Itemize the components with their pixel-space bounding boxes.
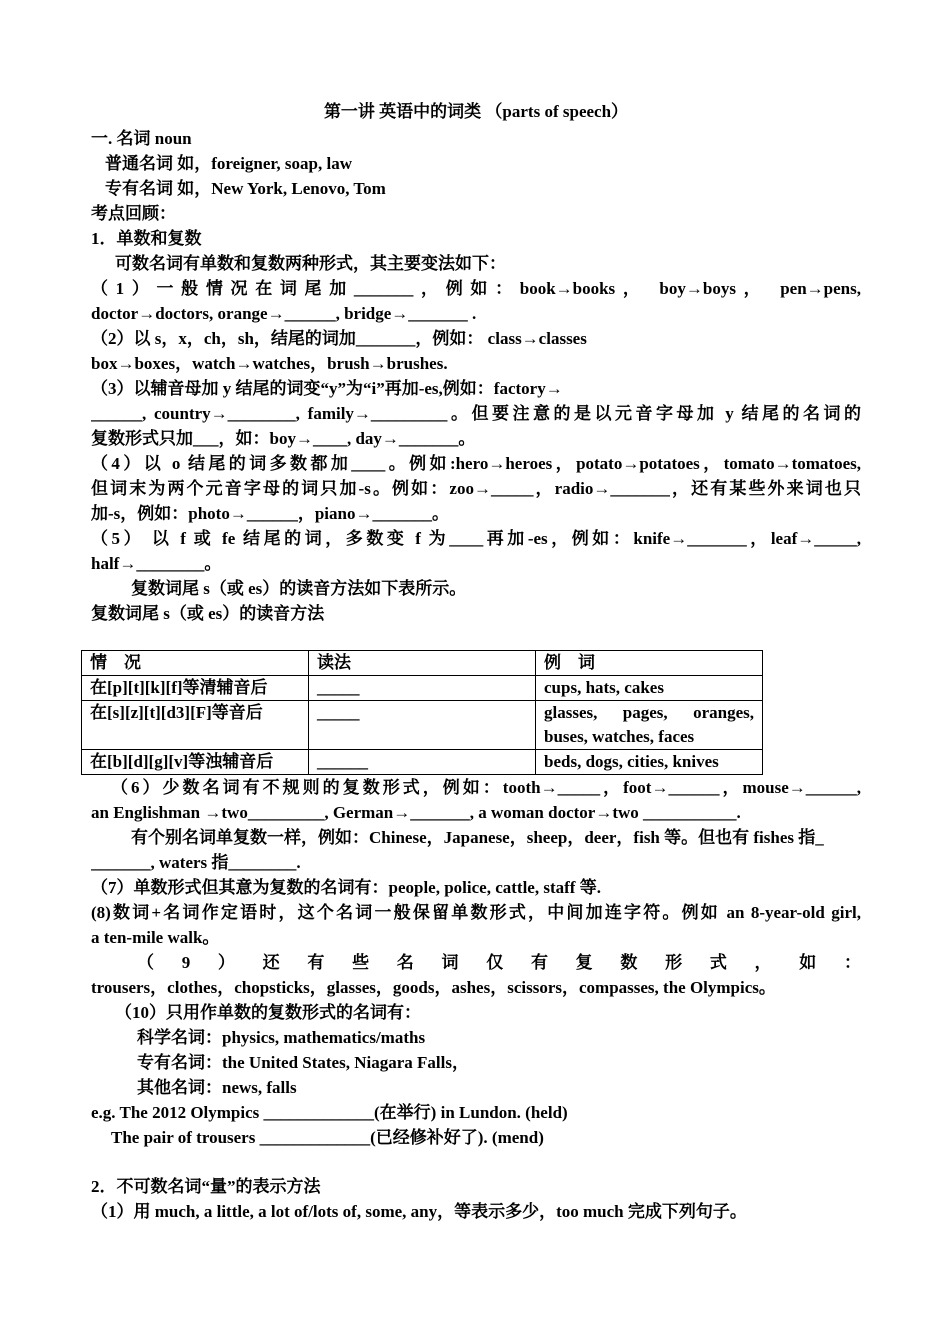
rule-7-line: （7）单数形式但其意为复数的名词有：people, police, cattle, staff 等. [91,878,601,897]
table-row [82,750,763,775]
rule-4-line-3: 加-s，例如：photo→______，piano→_______。 [91,504,449,523]
pronunciation-intro: 复数词尾 s（或 es）的读音方法如下表所示。 [131,579,467,598]
rule-1-line-2: doctor→doctors, orange→______, bridge→_______ . [91,304,477,323]
proper-noun-line: 专有名词 如，New York, Lenovo, Tom [105,179,386,198]
rule-9-line-1: （9）还有些名词仅有复数形式，如： [137,953,861,972]
rule-1-line-1: （1）一般情况在词尾加_______，例如：book→books， boy→boys， pen→pens, [91,279,861,298]
rule-4-line-1: （4）以 o 结尾的词多数都加____。例如:hero→heroes，potato→potatoes，tomato→tomatoes, [91,454,861,473]
document-page [91,98,861,1224]
rule-3-line-2: ______, country→________, family→_________。但要注意的是以元音字母加 y 结尾的名词的 [91,404,861,423]
rule-5-line-2: half→________。 [91,554,222,573]
table-cell-case: 在[s][z][t][d3][F]等音后 [82,701,309,750]
spacer [91,626,861,650]
rule-8-line-2: a ten-mile walk。 [91,928,220,947]
rule-6-line-1: （6）少数名词有不规则的复数形式，例如：tooth→_____，foot→______，mouse→______, [111,778,861,797]
rule-9-line-2: trousers，clothes，chopsticks，glasses，goods，ashes，scissors，compasses, the Olympics。 [91,978,776,997]
table-cell-examples: cups, hats, cakes [536,676,763,701]
rule-3-line-1: （3）以辅音母加 y 结尾的词变“y”为“i”再加-es,例如：factory→ [91,379,563,398]
table-cell-case: 在[p][t][k][f]等清辅音后 [82,676,309,701]
subheading-uncountable: 2．不可数名词“量”的表示方法 [91,1177,321,1196]
table-header-cell: 例 词 [536,651,763,676]
rule-10-line: （10）只用作单数的复数形式的名词有： [115,1003,421,1022]
rule-4-line-2: 但词末为两个元音字母的词只加-s。例如：zoo→_____，radio→_______，还有某些外来词也只 [91,479,861,498]
rule-2-line-1: （2）以 s，x，ch，sh，结尾的词加_______，例如： class→classes [91,329,587,348]
subheading-singular-plural: 1．单数和复数 [91,229,202,248]
table-cell-case: 在[b][d][g][v]等浊辅音后 [82,750,309,775]
table-header-cell: 读法 [309,651,536,676]
science-nouns-line: 科学名词：physics, mathematics/maths [137,1028,426,1047]
rule-8-line-1: (8)数词+名词作定语时，这个名词一般保留单数形式，中间加连字符。例如 an 8-year-old girl, [91,903,861,922]
other-nouns-line: 其他名词：news, falls [137,1078,297,1097]
example-line-1: e.g. The 2012 Olympics _____________(在举行) in Lundon. (held) [91,1103,568,1122]
rule-3-line-3: 复数形式只加___，如：boy→____, day→_______。 [91,429,476,448]
rule-6-line-3: 有个别名词单复数一样，例如：Chinese，Japanese，sheep，deer，fish 等。但也有 fishes 指_ [131,828,824,847]
table-cell-reading: ______ [309,750,536,775]
table-row [82,676,763,701]
page-title: 第一讲 英语中的词类 （parts of speech） [323,102,629,121]
table-cell-reading: _____ [309,676,536,701]
paragraph-intro: 可数名词有单数和复数两种形式，其主要变法如下： [115,254,506,273]
table-header-cell: 情 况 [82,651,309,676]
pronunciation-table [81,650,763,775]
rule-2-line-2: box→boxes，watch→watches，brush→brushes. [91,354,448,373]
proper-nouns-line: 专有名词：the United States, Niagara Falls， [137,1053,469,1072]
table-row [82,701,763,750]
table-cell-reading: _____ [309,701,536,750]
example-line-2: The pair of trousers _____________(已经修补好了). (mend) [111,1128,544,1147]
common-noun-line: 普通名词 如，foreigner, soap, law [105,154,352,173]
uncountable-rule-1: （1）用 much, a little, a lot of/lots of, some, any，等表示多少，too much 完成下列句子。 [91,1202,747,1221]
spacer [91,1150,861,1174]
table-cell-examples: beds, dogs, cities, knives [536,750,763,775]
rule-5-line-1: （5） 以 f 或 fe 结尾的词，多数变 f 为____再加-es，例如：knife→_______，leaf→_____, [91,529,861,548]
review-label: 考点回顾： [91,204,176,223]
rule-6-line-2: an Englishman →two_________, German→_______, a woman doctor→two ___________. [91,803,741,822]
table-header-row [82,651,763,676]
table-cell-examples: glasses, pages, oranges, buses, watches, faces [536,701,763,750]
section-heading-noun: 一. 名词 noun [91,129,192,148]
rule-6-line-4: _______, waters 指________. [91,853,301,872]
table-caption: 复数词尾 s（或 es）的读音方法 [91,604,325,623]
